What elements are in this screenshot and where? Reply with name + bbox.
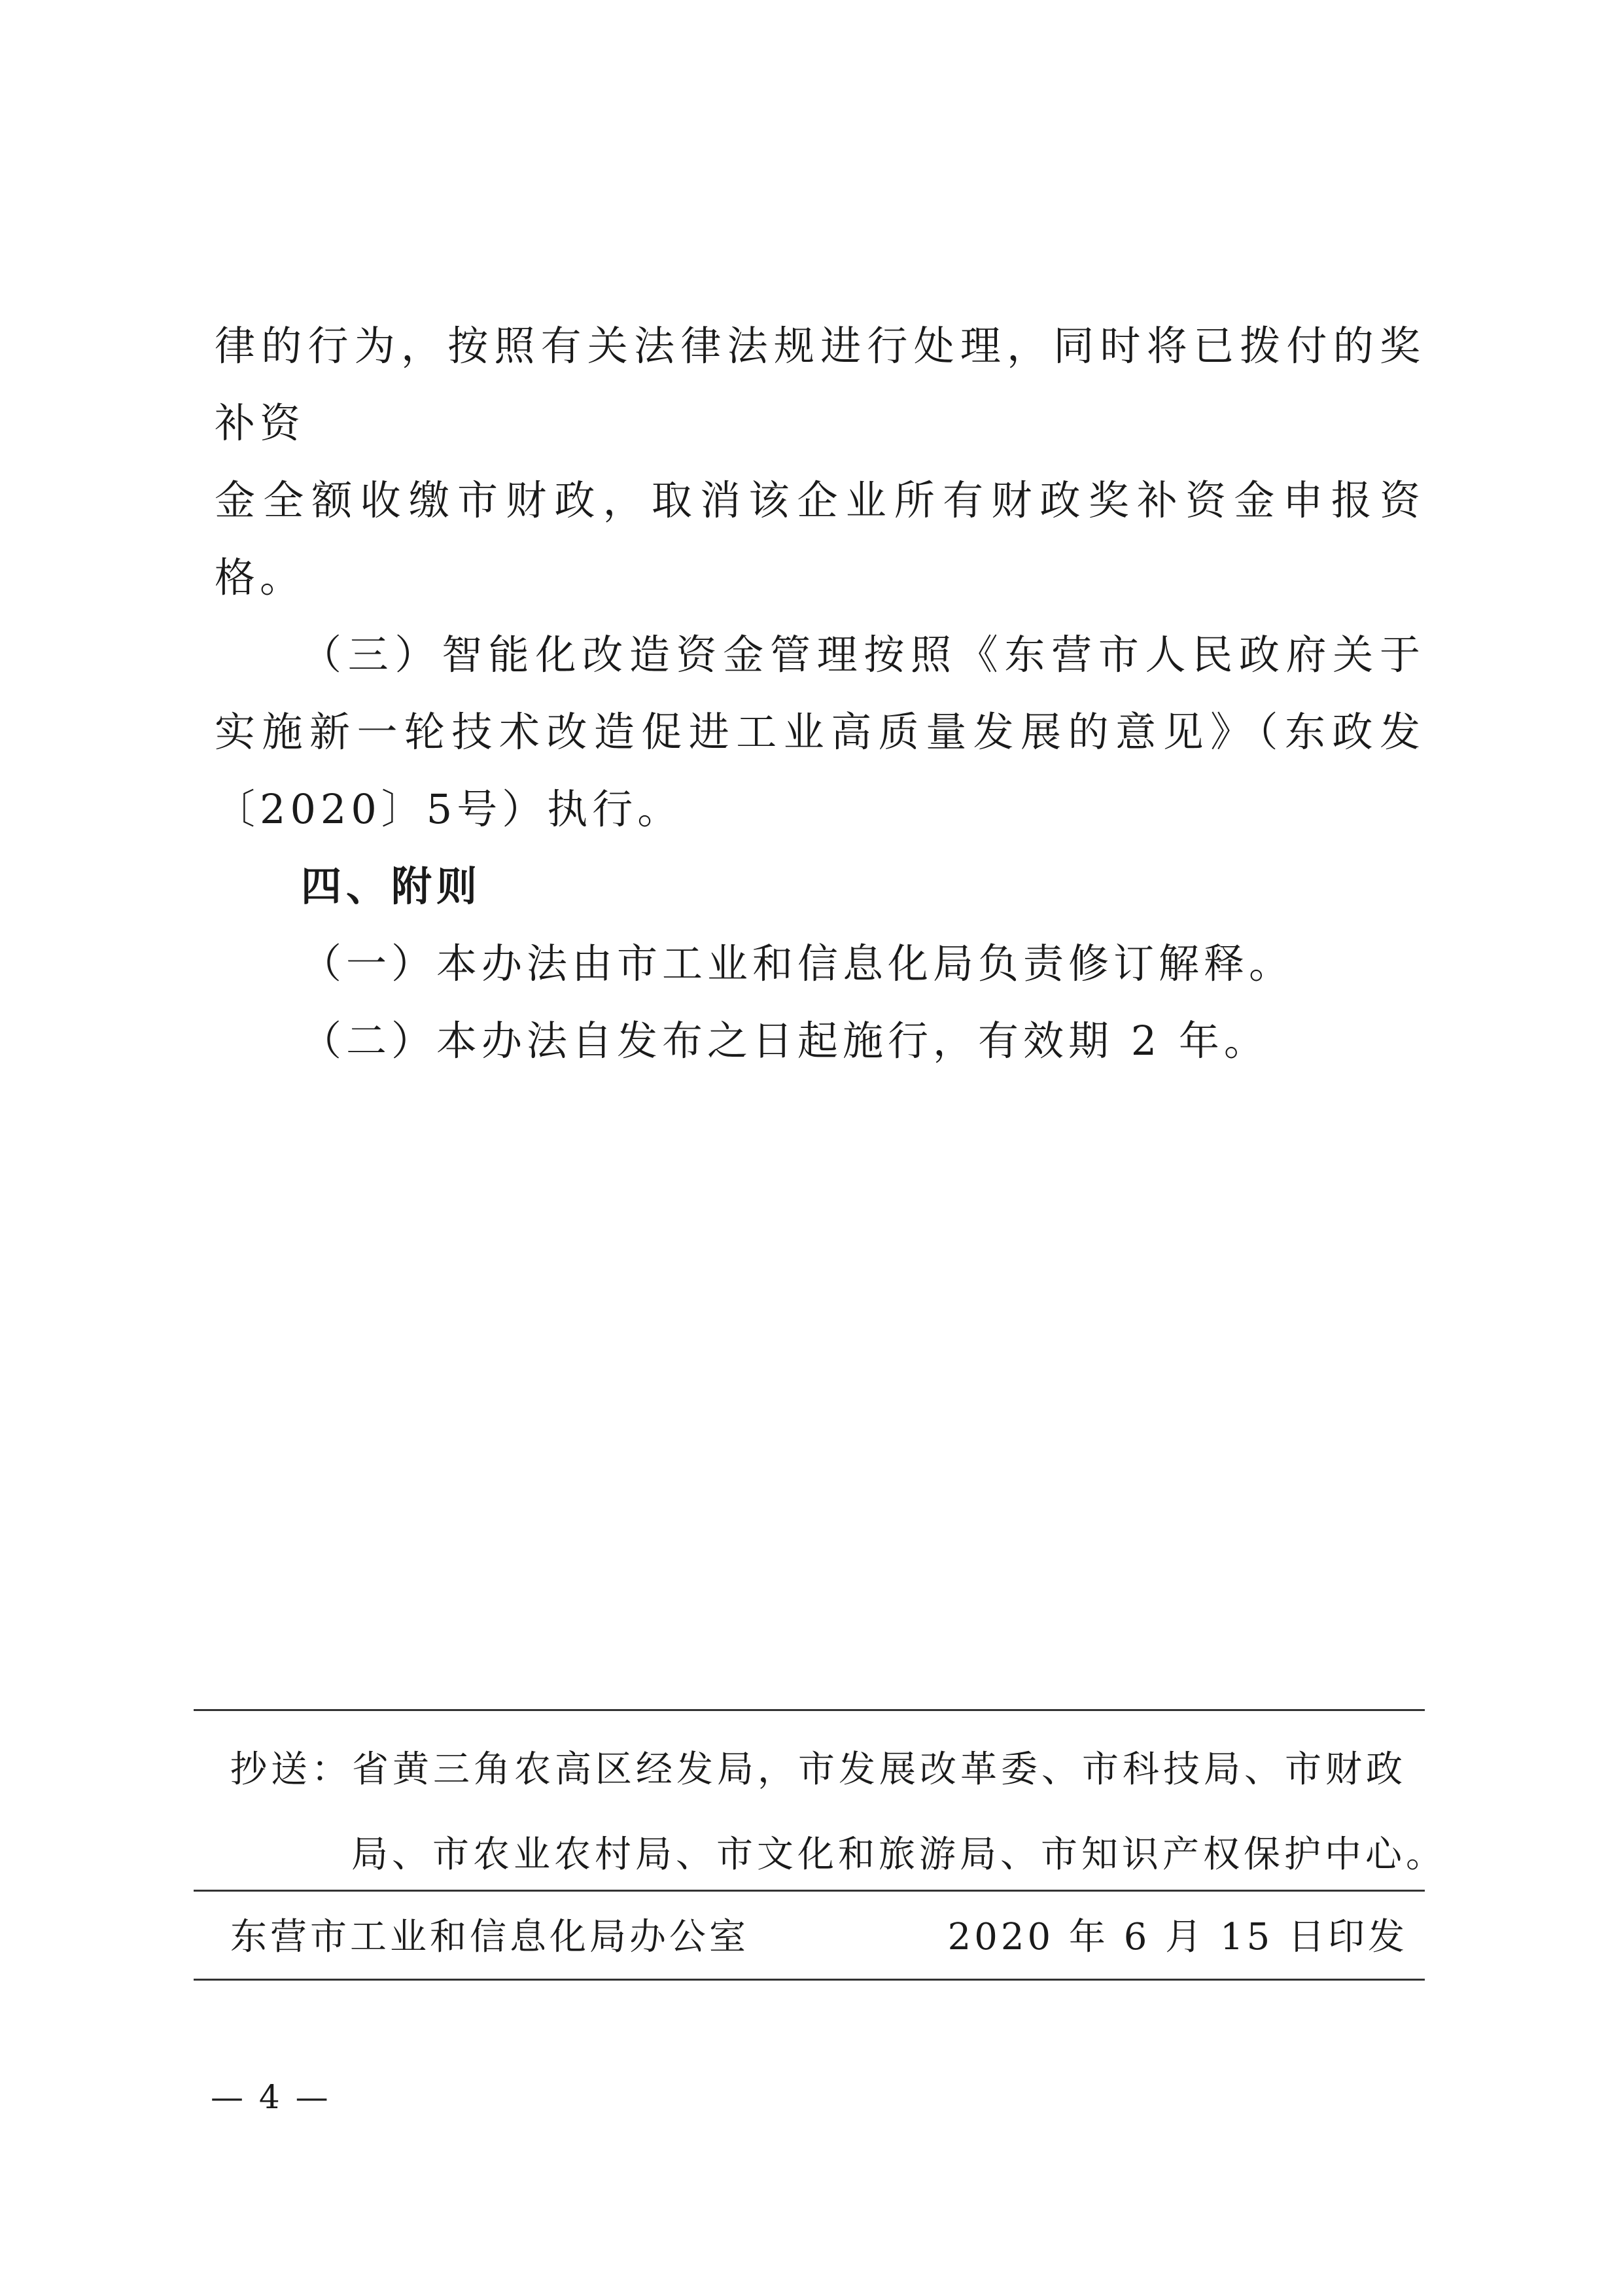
- page-number: — 4 —: [211, 2078, 331, 2116]
- body-text: [215, 308, 1425, 1080]
- appendix-item-1: （一）本办法由市工业和信息化局负责修订解释。: [301, 940, 1295, 987]
- cc-list: [230, 1727, 1446, 1898]
- section-heading-4: 四、附则: [301, 862, 482, 910]
- paragraph-continued-line-1: 律的行为，按照有关法律法规进行处理，同时将已拨付的奖补资: [215, 322, 1425, 447]
- paragraph-continued-line-2: 金全额收缴市财政，取消该企业所有财政奖补资金申报资格。: [215, 476, 1425, 601]
- footer-middle-rule: [194, 1890, 1425, 1892]
- issue-date: 2020 年 6 月 15 日印发: [947, 1916, 1408, 1958]
- issuer-name: 东营市工业和信息化局办公室: [230, 1916, 749, 1958]
- appendix-item-2: （二）本办法自发布之日起施行，有效期 2 年。: [301, 1017, 1269, 1065]
- footer-top-rule: [194, 1709, 1425, 1711]
- cc-line-1: 抄送：省黄三角农高区经发局，市发展改革委、市科技局、市财政: [230, 1748, 1406, 1791]
- paragraph-item-3: （三）智能化改造资金管理按照《东营市人民政府关于实施新一轮技术改造促进工业高质量发展的意见》（东政发〔2020〕5号）执行。: [215, 631, 1425, 833]
- issuer-row: [230, 1895, 1408, 1980]
- footer-bottom-rule: [194, 1979, 1425, 1981]
- cc-line-2: 局、市农业农村局、市文化和旅游局、市知识产权保护中心。: [351, 1833, 1446, 1876]
